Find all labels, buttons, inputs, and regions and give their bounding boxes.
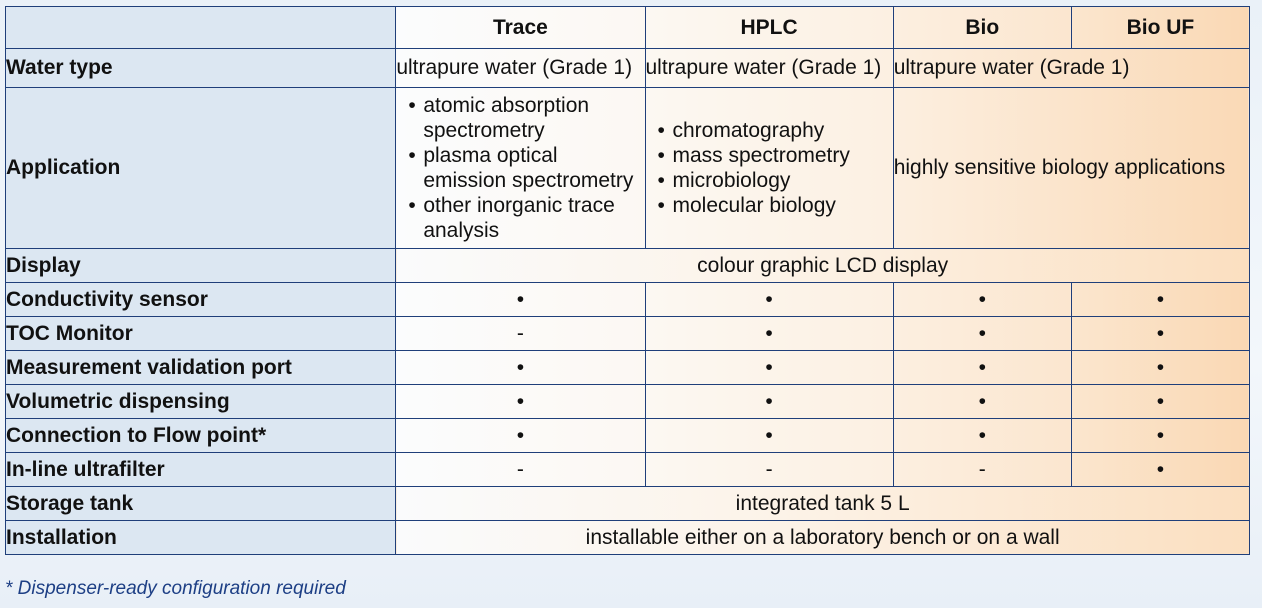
cell-merged: integrated tank 5 L: [396, 487, 1250, 521]
table-row-storage: [6, 487, 1250, 521]
feature-dot: •: [1071, 317, 1249, 351]
cell-merged: colour graphic LCD display: [396, 249, 1250, 283]
cell-merged: installable either on a laboratory bench or on a wall: [396, 521, 1250, 555]
feature-dot: •: [893, 317, 1071, 351]
row-label: Storage tank: [6, 487, 396, 521]
list-item: • atomic absorption spectrometry: [408, 93, 644, 143]
feature-dot: •: [645, 419, 893, 453]
column-header-bio-uf: Bio UF: [1071, 7, 1249, 49]
feature-dot: •: [893, 419, 1071, 453]
list-item: • other inorganic trace analysis: [408, 193, 644, 243]
header-corner-cell: [6, 7, 396, 49]
table-row-display: [6, 249, 1250, 283]
feature-dot: •: [396, 351, 645, 385]
footnote: * Dispenser-ready configuration required: [5, 578, 346, 599]
cell-trace: ultrapure water (Grade 1): [396, 49, 645, 88]
cell-bio-merged: ultrapure water (Grade 1): [893, 49, 1249, 88]
feature-dot: •: [645, 351, 893, 385]
row-label: TOC Monitor: [6, 317, 396, 351]
row-label: Installation: [6, 521, 396, 555]
feature-dot: •: [1071, 385, 1249, 419]
feature-dot: •: [893, 283, 1071, 317]
feature-dash: -: [396, 453, 645, 487]
table-row-validation: [6, 351, 1250, 385]
column-header-trace: Trace: [396, 7, 645, 49]
feature-dot: •: [396, 419, 645, 453]
list-item: • chromatography: [658, 118, 893, 143]
feature-dash: -: [396, 317, 645, 351]
feature-dot: •: [645, 385, 893, 419]
specification-table: [5, 6, 1250, 555]
row-label: Measurement validation port: [6, 351, 396, 385]
row-label: Connection to Flow point*: [6, 419, 396, 453]
table-row-toc: [6, 317, 1250, 351]
column-header-bio: Bio: [893, 7, 1071, 49]
feature-dot: •: [1071, 351, 1249, 385]
header-row: [6, 7, 1250, 49]
cell-hplc: ultrapure water (Grade 1): [645, 49, 893, 88]
table-row-installation: [6, 521, 1250, 555]
feature-dot: •: [396, 385, 645, 419]
feature-dot: •: [893, 385, 1071, 419]
feature-dot: •: [396, 283, 645, 317]
table-row-ultrafilter: [6, 453, 1250, 487]
feature-dot: •: [893, 351, 1071, 385]
list-item: • mass spectrometry: [658, 143, 893, 168]
cell-hplc: [645, 88, 893, 249]
column-header-hplc: HPLC: [645, 7, 893, 49]
row-label: Display: [6, 249, 396, 283]
feature-dot: •: [645, 317, 893, 351]
application-list-hplc: [646, 118, 893, 218]
application-list-trace: [396, 93, 644, 243]
list-item: • microbiology: [658, 168, 893, 193]
feature-dot: •: [1071, 419, 1249, 453]
list-item: • molecular biology: [658, 193, 893, 218]
table-row-conductivity: [6, 283, 1250, 317]
feature-dot: •: [1071, 453, 1249, 487]
cell-trace: [396, 88, 645, 249]
feature-dash: -: [893, 453, 1071, 487]
row-label: Application: [6, 88, 396, 249]
table-row-water-type: [6, 49, 1250, 88]
row-label: Volumetric dispensing: [6, 385, 396, 419]
feature-dot: •: [645, 283, 893, 317]
row-label: In-line ultrafilter: [6, 453, 396, 487]
table-row-flowpoint: [6, 419, 1250, 453]
row-label: Water type: [6, 49, 396, 88]
list-item: • plasma optical emission spectrometry: [408, 143, 644, 193]
row-label: Conductivity sensor: [6, 283, 396, 317]
feature-dash: -: [645, 453, 893, 487]
table-row-application: [6, 88, 1250, 249]
feature-dot: •: [1071, 283, 1249, 317]
cell-bio-merged: highly sensitive biology applications: [893, 88, 1249, 249]
table-row-volumetric: [6, 385, 1250, 419]
